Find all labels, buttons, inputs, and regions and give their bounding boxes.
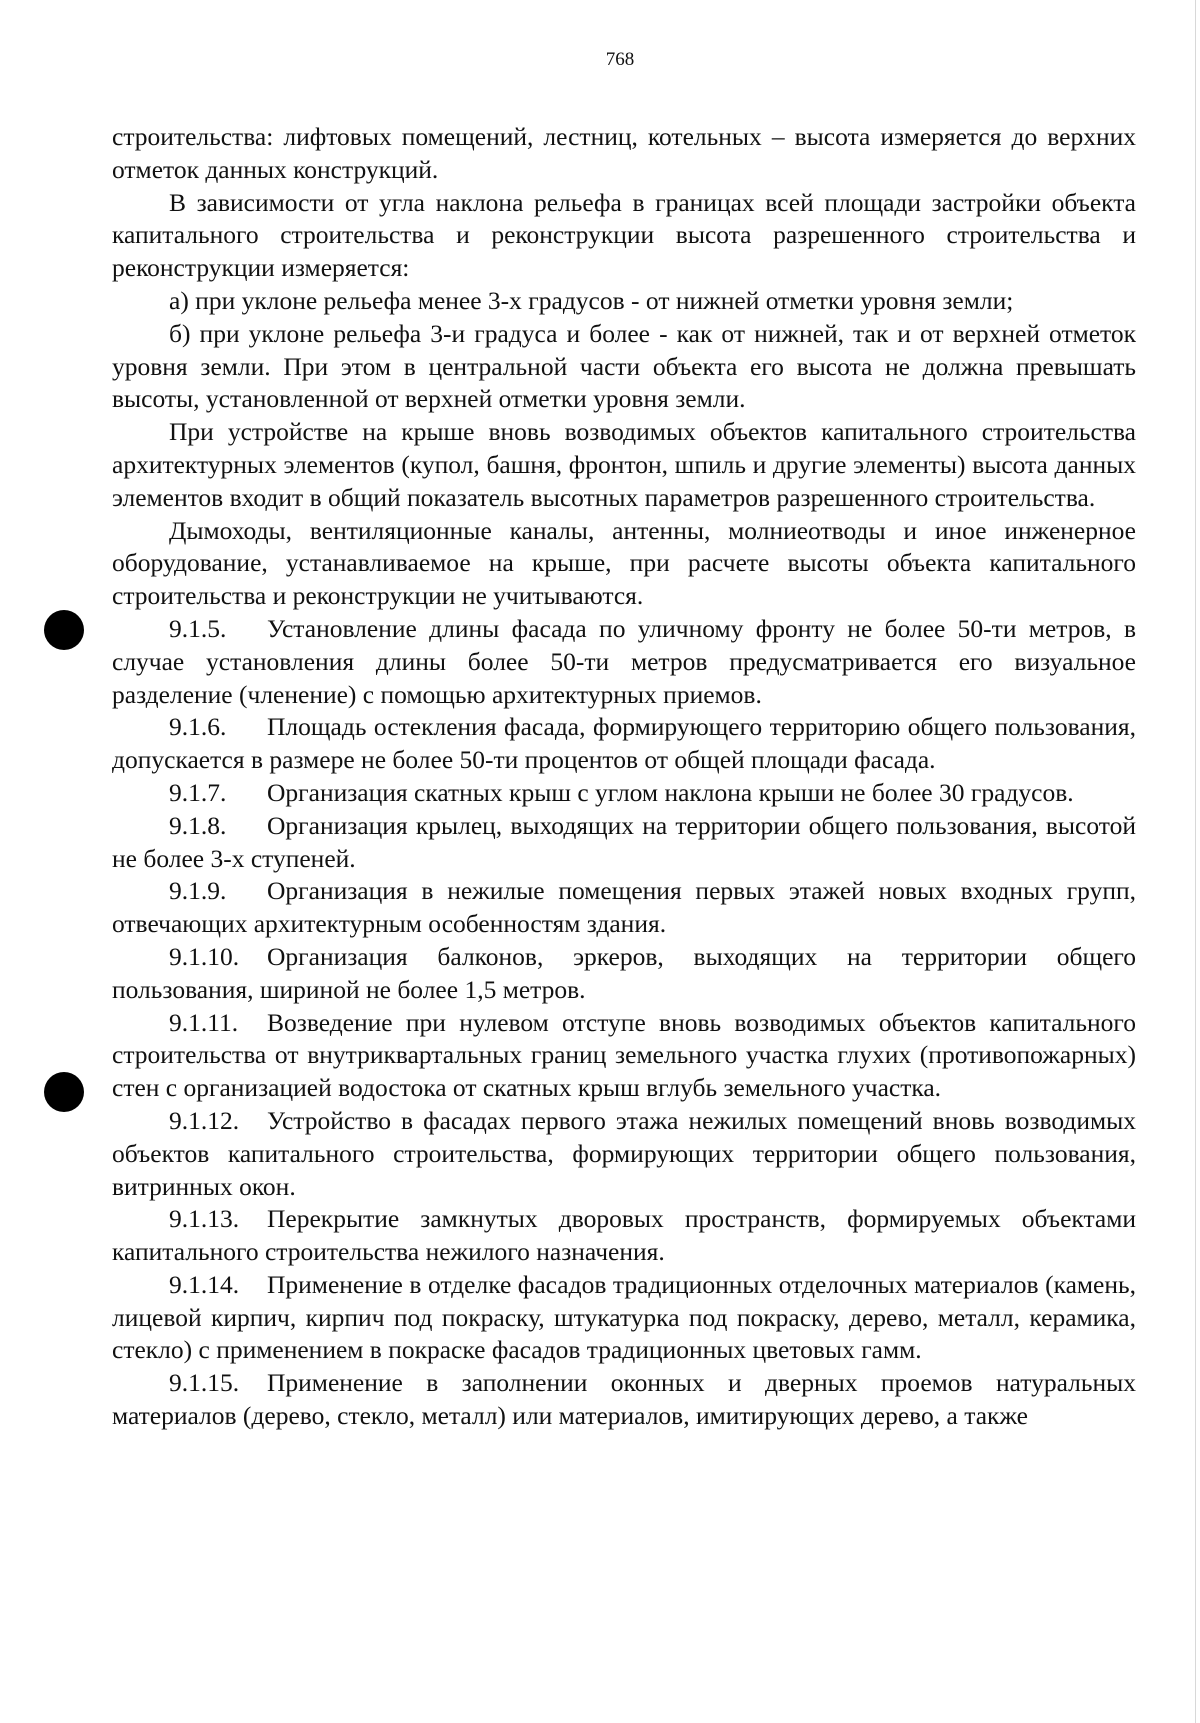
clause-paragraph: [112, 941, 1136, 1007]
paragraph: В зависимости от угла наклона рельефа в границах всей площади застройки объекта капитального строительства и реконструкции высота разрешенного строительства и реконструкции измеряется:: [112, 187, 1136, 283]
clause-number: 9.1.7.: [169, 777, 227, 807]
clause-number: 9.1.5.: [169, 613, 227, 643]
clause-number: 9.1.12.: [169, 1105, 240, 1135]
document-body: [112, 121, 1136, 1433]
clause-number: 9.1.14.: [169, 1269, 240, 1299]
clause-paragraph: [112, 1007, 1136, 1105]
page-number: 768: [605, 49, 635, 70]
clause-number: 9.1.8.: [169, 810, 227, 840]
page-edge-line: [1195, 0, 1196, 1723]
clause-number: 9.1.10.: [169, 941, 240, 971]
clause-text: Перекрытие замкнутых дворовых пространств, формируемых объектами капитального строительства нежилого назначения.: [112, 1204, 1136, 1267]
clause-text: Возведение при нулевом отступе вновь возводимых объектов капитального строительства от внутриквартальных границ земельного участка глухих (противопожарных) стен с организацией водостока от скатных крыш вглубь земельного участка.: [112, 1007, 1136, 1103]
clause-number: 9.1.11.: [169, 1007, 239, 1037]
paragraph: При устройстве на крыше вновь возводимых объектов капитального строительства архитектурных элементов (купол, башня, фронтон, шпиль и другие элементы) высота данных элементов входит в общий показатель высотных параметров разрешенного строительства.: [112, 417, 1136, 512]
clause-paragraph: [112, 875, 1136, 941]
punch-hole-mark: [44, 610, 84, 650]
clause-text: Установление длины фасада по уличному фронту не более 50-ти метров, в случае установления длины более 50-ти метров предусматривается его визуальное разделение (членение) с помощью архитектурных приемов.: [112, 613, 1136, 709]
clause-text: Организация в нежилые помещения первых этажей новых входных групп, отвечающих архитектурным особенностям здания.: [112, 876, 1136, 939]
clause-text: Организация скатных крыш с углом наклона крыши не более 30 градусов.: [267, 777, 1074, 807]
clause-text: Организация балконов, эркеров, выходящих на территории общего пользования, шириной не более 1,5 метров.: [112, 941, 1136, 1004]
clause-text: Применение в заполнении оконных и дверных проемов натуральных материалов (дерево, стекло, металл) или материалов, имитирующих дерево, а также: [112, 1368, 1136, 1431]
clause-text: Устройство в фасадах первого этажа нежилых помещений вновь возводимых объектов капитального строительства, формирующих территории общего пользования, витринных окон.: [112, 1105, 1136, 1201]
paragraph: Дымоходы, вентиляционные каналы, антенны, молниеотводы и иное инженерное оборудование, устанавливаемое на крыше, при расчете высоты объекта капитального строительства и реконструкции не учитываются.: [112, 515, 1136, 611]
clause-paragraph: [112, 613, 1136, 711]
clause-number: 9.1.13.: [169, 1204, 240, 1234]
clause-number: 9.1.6.: [169, 712, 227, 742]
paragraph: б) при уклоне рельефа 3-и градуса и более - как от нижней, так и от верхней отметок уровня земли. При этом в центральной части объекта его высота не должна превышать высоты, установленной от верхней отметки уровня земли.: [112, 318, 1136, 414]
clause-paragraph: [112, 711, 1136, 777]
clause-paragraph: [112, 1105, 1136, 1203]
clause-paragraph: [112, 1203, 1136, 1269]
clause-text: Площадь остекления фасада, формирующего территорию общего пользования, допускается в размере не более 50-ти процентов от общей площади фасада.: [112, 712, 1136, 775]
clause-paragraph: [112, 1269, 1136, 1367]
clause-paragraph: [112, 1367, 1136, 1433]
clause-number: 9.1.9.: [169, 876, 227, 906]
clause-paragraph: [112, 777, 1136, 810]
clause-text: Применение в отделке фасадов традиционных отделочных материалов (камень, лицевой кирпич, кирпич под покраску, штукатурка под покраску, дерево, металл, керамика, стекло) с применением в покраске фасадов традиционных цветовых гамм.: [112, 1269, 1136, 1365]
clause-text: Организация крылец, выходящих на территории общего пользования, высотой не более 3-х ступеней.: [112, 810, 1136, 873]
clause-number: 9.1.15.: [169, 1368, 240, 1398]
paragraph: а) при уклоне рельефа менее 3-х градусов - от нижней отметки уровня земли;: [169, 285, 1014, 315]
punch-hole-mark: [44, 1072, 84, 1112]
clause-paragraph: [112, 810, 1136, 876]
paragraph: строительства: лифтовых помещений, лестниц, котельных – высота измеряется до верхних отметок данных конструкций.: [112, 122, 1136, 184]
